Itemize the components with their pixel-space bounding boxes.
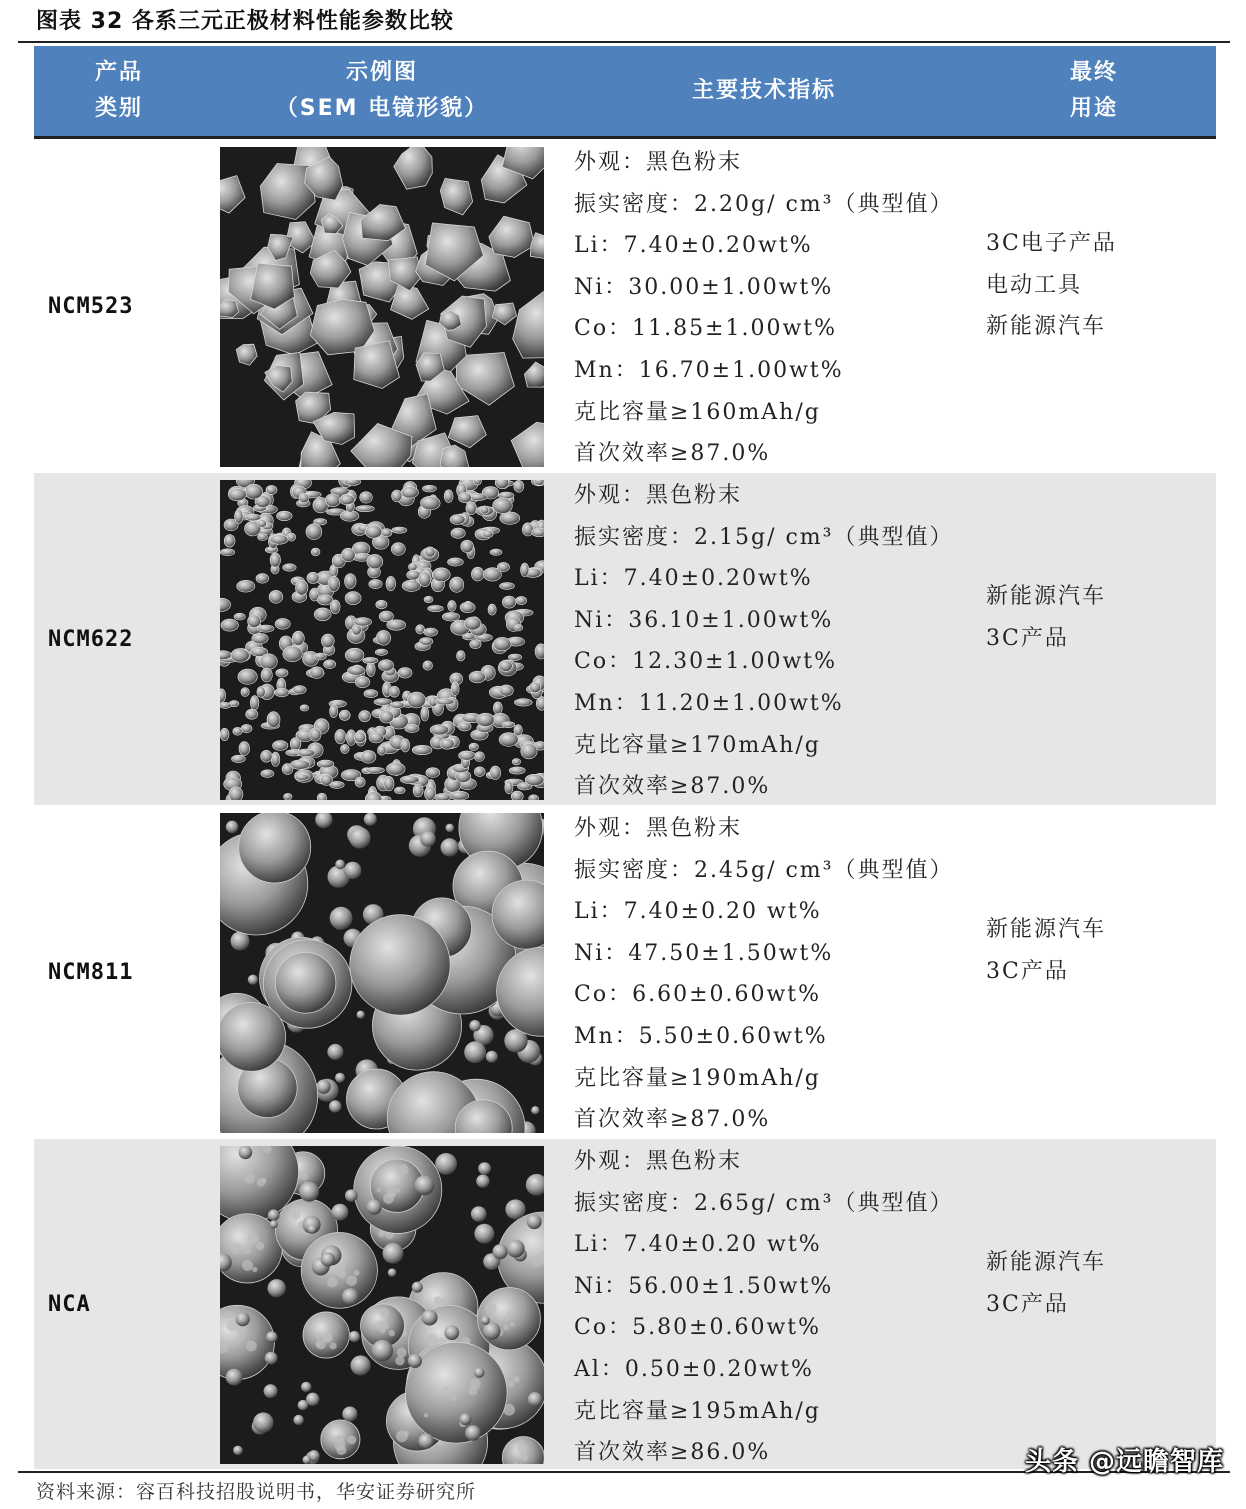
spec-item: 克比容量≥170mAh/g bbox=[574, 732, 821, 758]
spec-list bbox=[574, 475, 953, 808]
table-header bbox=[34, 46, 1216, 136]
header-example-image bbox=[220, 46, 544, 136]
sem-image bbox=[220, 480, 544, 800]
use-item: 新能源汽车 bbox=[986, 917, 1107, 942]
spec-item: 外观：黑色粉末 bbox=[574, 150, 743, 175]
header-rule bbox=[34, 136, 1216, 139]
spec-item: Li：7.40±0.20 wt% bbox=[574, 899, 822, 925]
spec-item: 外观：黑色粉末 bbox=[574, 483, 743, 508]
table-row bbox=[34, 473, 1216, 805]
spec-item: Co：12.30±1.00wt% bbox=[574, 649, 838, 675]
spec-item: 首次效率≥86.0% bbox=[574, 1440, 771, 1466]
product-name: NCA bbox=[48, 1291, 91, 1317]
header-product-type-line1: 产品 bbox=[94, 60, 143, 85]
spec-item: Al：0.50±0.20wt% bbox=[574, 1356, 814, 1382]
table-row bbox=[34, 1139, 1216, 1469]
figure-title: 图表 32 各系三元正极材料性能参数比较 bbox=[36, 9, 454, 34]
use-list bbox=[986, 576, 1106, 659]
spec-item: 克比容量≥195mAh/g bbox=[574, 1398, 821, 1424]
spec-item: Ni：56.00±1.50wt% bbox=[574, 1273, 834, 1299]
header-example-image-line1: 示例图 bbox=[345, 60, 418, 85]
use-item: 3C产品 bbox=[986, 958, 1069, 984]
use-item: 3C电子产品 bbox=[986, 231, 1117, 256]
header-main-specs-label: 主要技术指标 bbox=[691, 78, 836, 103]
product-name: NCM523 bbox=[48, 293, 134, 319]
header-main-specs bbox=[554, 46, 974, 136]
product-name: NCM811 bbox=[48, 959, 134, 985]
title-rule bbox=[18, 41, 1230, 43]
spec-item: 外观：黑色粉末 bbox=[574, 1149, 743, 1174]
spec-item: Mn：11.20±1.00wt% bbox=[574, 690, 844, 716]
spec-item: Co：11.85±1.00wt% bbox=[574, 316, 838, 342]
spec-item: Mn：5.50±0.60wt% bbox=[574, 1023, 828, 1049]
watermark: 头条 @远瞻智库 bbox=[1024, 1447, 1224, 1477]
sem-image bbox=[220, 147, 544, 467]
spec-item: 振实密度：2.65g/ cm³（典型值） bbox=[574, 1190, 954, 1216]
use-item: 电动工具 bbox=[986, 272, 1083, 298]
use-list bbox=[986, 909, 1106, 992]
spec-item: 首次效率≥87.0% bbox=[574, 441, 771, 467]
sem-image bbox=[220, 813, 544, 1133]
use-item: 新能源汽车 bbox=[986, 314, 1107, 340]
spec-item: 克比容量≥190mAh/g bbox=[574, 1065, 821, 1091]
spec-item: Li：7.40±0.20 wt% bbox=[574, 1232, 822, 1258]
spec-item: Li：7.40±0.20wt% bbox=[574, 233, 813, 259]
source-note: 资料来源：容百科技招股说明书，华安证券研究所 bbox=[36, 1481, 477, 1503]
spec-list bbox=[574, 808, 953, 1141]
use-item: 新能源汽车 bbox=[986, 584, 1107, 609]
spec-item: 振实密度：2.20g/ cm³（典型值） bbox=[574, 191, 954, 217]
spec-item: Mn：16.70±1.00wt% bbox=[574, 357, 844, 383]
header-product-type bbox=[34, 46, 204, 136]
spec-item: Ni：30.00±1.00wt% bbox=[574, 274, 834, 300]
spec-item: Ni：47.50±1.50wt% bbox=[574, 940, 834, 966]
header-end-use-line2: 用途 bbox=[1069, 96, 1118, 121]
table-row bbox=[34, 806, 1216, 1138]
spec-item: 首次效率≥87.0% bbox=[574, 1107, 771, 1133]
use-item: 3C产品 bbox=[986, 625, 1069, 651]
use-item: 新能源汽车 bbox=[986, 1250, 1107, 1275]
use-item: 3C产品 bbox=[986, 1291, 1069, 1317]
header-end-use bbox=[974, 46, 1214, 136]
spec-list bbox=[574, 1141, 953, 1474]
spec-list bbox=[574, 142, 953, 475]
spec-item: 振实密度：2.45g/ cm³（典型值） bbox=[574, 857, 954, 883]
use-list bbox=[986, 1242, 1106, 1325]
spec-item: Li：7.40±0.20wt% bbox=[574, 566, 813, 592]
header-example-image-line2: （SEM 电镜形貌） bbox=[275, 96, 489, 121]
spec-item: Co：5.80±0.60wt% bbox=[574, 1315, 822, 1341]
header-product-type-line2: 类别 bbox=[94, 96, 143, 121]
header-end-use-line1: 最终 bbox=[1069, 60, 1118, 85]
spec-item: 外观：黑色粉末 bbox=[574, 816, 743, 841]
spec-item: 首次效率≥87.0% bbox=[574, 774, 771, 800]
sem-image bbox=[220, 1146, 544, 1464]
table-row bbox=[34, 140, 1216, 472]
spec-item: 克比容量≥160mAh/g bbox=[574, 399, 821, 425]
use-list bbox=[986, 223, 1117, 348]
spec-item: 振实密度：2.15g/ cm³（典型值） bbox=[574, 524, 954, 550]
product-name: NCM622 bbox=[48, 626, 134, 652]
spec-item: Co：6.60±0.60wt% bbox=[574, 982, 822, 1008]
spec-item: Ni：36.10±1.00wt% bbox=[574, 607, 834, 633]
